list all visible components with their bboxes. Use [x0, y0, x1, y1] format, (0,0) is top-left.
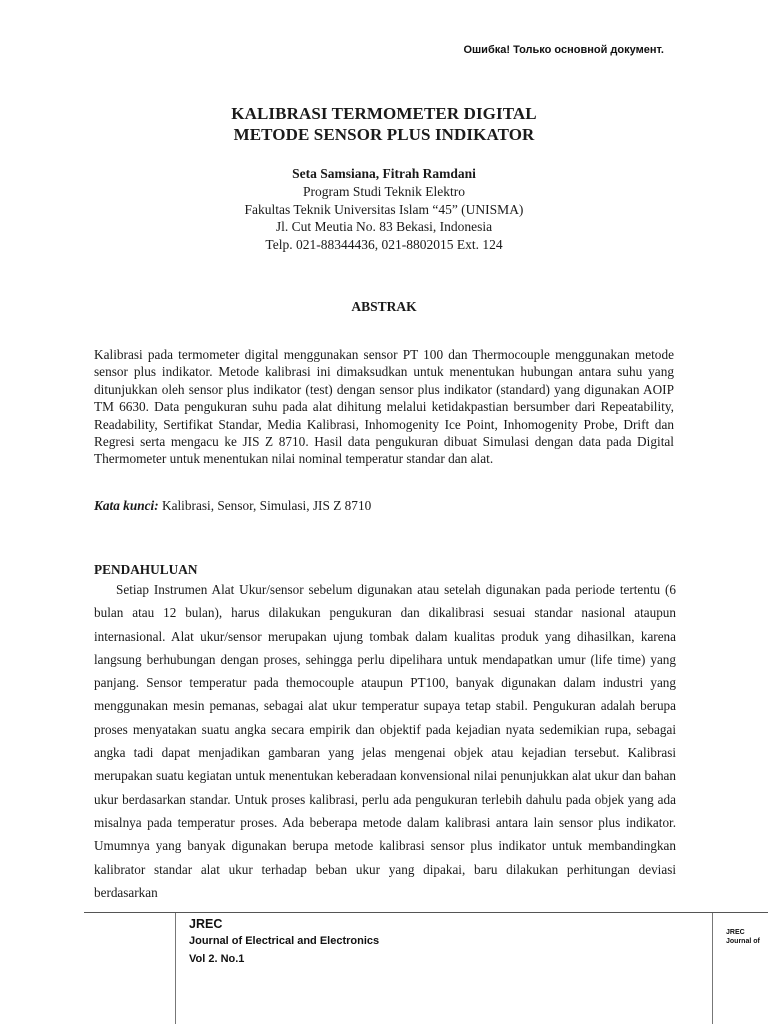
- affiliation: [0, 183, 768, 253]
- footer-journal-name: Journal of Electrical and Electronics: [189, 935, 380, 947]
- section-heading: PENDAHULUAN: [94, 562, 198, 577]
- footer-side-journal: [726, 928, 768, 946]
- paper-title: [0, 103, 768, 145]
- affiliation-faculty: Fakultas Teknik Universitas Islam “45” (UNISMA): [244, 201, 524, 217]
- affiliation-address: Jl. Cut Meutia No. 83 Bekasi, Indonesia: [275, 219, 493, 234]
- title-line-1: KALIBRASI TERMOMETER DIGITAL: [231, 104, 537, 123]
- footer-side-name: Journal of: [726, 938, 760, 945]
- body-paragraph: Setiap Instrumen Alat Ukur/sensor sebelum digunakan atau setelah digunakan pada periode tertentu (6 bulan atau 12 bulan), harus dilakukan pengukuran dan dikalibrasi sesuai standar nasional ataupun internasional. Alat ukur/sensor merupakan ujung tombak dalam kualitas produk yang dihasilkan, karena langsung berhubungan dengan proses, sehingga perlu dipelihara untuk mendapatkan umur (life time) yang panjang. Sensor temperatur pada themocouple ataupun PT100, banyak digunakan dalam industri yang menggunakan mesin pemanas, sebagai alat ukur temperatur supaya tetap stabil. Pengukuran adalah berupa proses menyatakan suatu angka secara empirik dan objektif pada kejadian nyata sedemikian rupa, sebagai angka tadi dapat menjadikan gambaran yang jelas mengenai objek atau kejadian tersebut. Kalibrasi merupakan suatu kegiatan untuk menentukan keberadaan konvensional nilai penunjukkan alat ukur dan bahan ukur berdasarkan standar. Untuk proses kalibrasi, perlu ada pengukuran terlebih dahulu pada objek yang ada misalnya pada temperatur proses. Ada beberapa metode dalam kalibrasi antara lain sensor plus indikator. Umumnya yang banyak digunakan berupa metode kalibrasi sensor plus indikator untuk membandingkan kalibrator standar alat ukur terhadap beban ukur yang dipakai, baru dilakukan perhitungan deviasi berdasarkan: [94, 582, 676, 900]
- footer-side-abbr: JREC: [726, 929, 745, 936]
- authors: Seta Samsiana, Fitrah Ramdani: [292, 166, 476, 181]
- keywords: [94, 497, 674, 515]
- footer-divider-right: [712, 913, 713, 1024]
- header-note: Ошибка! Только основной документ.: [463, 44, 664, 56]
- keywords-label: Kata kunci:: [94, 498, 159, 513]
- footer-divider: [84, 912, 768, 913]
- keywords-text: Kalibrasi, Sensor, Simulasi, JIS Z 8710: [158, 498, 372, 513]
- abstract-heading: ABSTRAK: [351, 299, 417, 314]
- footer-journal: [189, 916, 379, 967]
- footer-journal-abbr: JREC: [189, 917, 223, 931]
- affiliation-phone: Telp. 021-88344436, 021-8802015 Ext. 124: [265, 236, 503, 252]
- footer-volume: Vol 2. No.1: [189, 953, 245, 965]
- affiliation-program: Program Studi Teknik Elektro: [303, 184, 465, 199]
- footer-divider-left: [175, 913, 176, 1024]
- abstract-text: Kalibrasi pada termometer digital menggunakan sensor PT 100 dan Thermocouple menggunakan metode sensor plus indikator. Metode kalibrasi ini dimaksudkan untuk menentukan hubungan antara suhu yang ditunjukkan oleh sensor plus indikator (test) dengan sensor plus indikator (standard) yang digunakan AOIP TM 6630. Data pengukuran suhu pada alat dihitung melalui ketidakpastian bersumber dari Repeatability, Readability, Sertifikat Standar, Media Kalibrasi, Inhomogenity Ice Point, Inhomogenity Probe, Drift dan Regresi serta mengacu ke JIS Z 8710. Hasil data pengukuran dibuat Simulasi dengan data pada Digital Thermometer untuk menentukan nilai nominal temperatur standar dan alat.: [94, 347, 674, 467]
- title-line-2: METODE SENSOR PLUS INDIKATOR: [233, 125, 535, 144]
